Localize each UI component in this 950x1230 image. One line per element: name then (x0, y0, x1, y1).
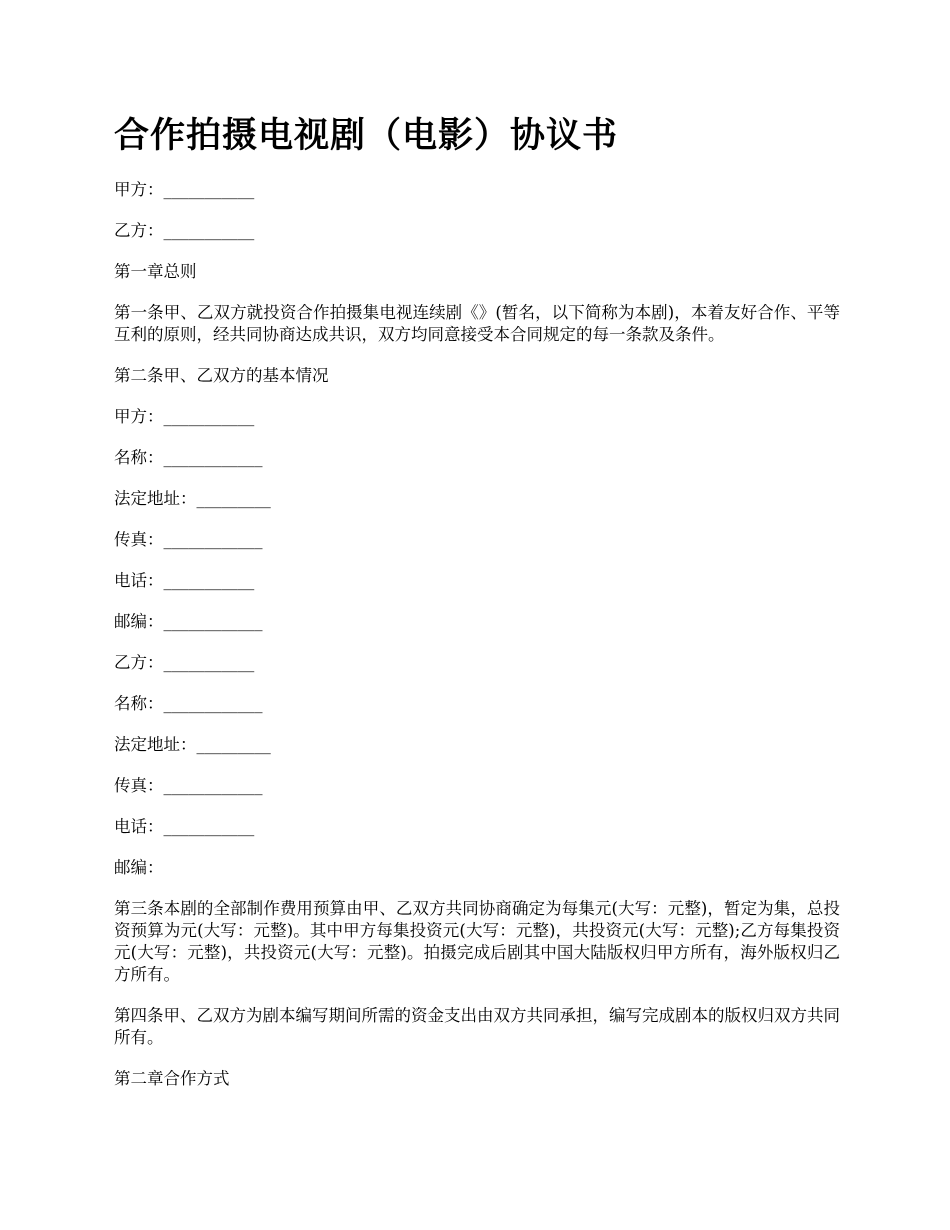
party-a-field: 甲方：___________ (114, 180, 255, 199)
party-b-fax-field: 传真：____________ (114, 776, 263, 795)
party-b-phone-field: 电话：___________ (114, 817, 255, 836)
party-a-postcode-field: 邮编：____________ (114, 612, 263, 631)
party-a-fax-field: 传真：____________ (114, 530, 263, 549)
document-title: 合作拍摄电视剧（电影）协议书 (114, 116, 619, 156)
party-a-phone-field: 电话：___________ (114, 571, 255, 590)
party-b-address-field: 法定地址：_________ (114, 735, 271, 754)
chapter-1-heading: 第一章总则 (114, 262, 197, 281)
party-b-postcode-field: 邮编： (114, 858, 164, 877)
party-a-name-field: 名称：____________ (114, 448, 263, 467)
article-3-paragraph: 第三条本剧的全部制作费用预算由甲、乙双方共同协商确定为每集元(大写：元整)，暂定为集，总投资预算为元(大写：元整)。其中甲方每集投资元(大写：元整)，共投资元(大写：元整);乙方每集投资元(大写：元整)，共投资元(大写：元整)。拍摄完成后剧其中国大陆版权归甲方所有，海外版权归乙方所有。 (114, 899, 840, 984)
party-b-field: 乙方：___________ (114, 653, 255, 672)
article-2-heading: 第二条甲、乙双方的基本情况 (114, 366, 329, 385)
party-a-address-field: 法定地址：_________ (114, 489, 271, 508)
party-b-field: 乙方：___________ (114, 221, 255, 240)
chapter-2-heading: 第二章合作方式 (114, 1069, 230, 1088)
article-4-paragraph: 第四条甲、乙双方为剧本编写期间所需的资金支出由双方共同承担，编写完成剧本的版权归双方共同所有。 (114, 1006, 840, 1047)
party-a-field: 甲方：___________ (114, 407, 255, 426)
document-page (114, 110, 840, 1109)
party-b-name-field: 名称：____________ (114, 694, 263, 713)
article-1-paragraph: 第一条甲、乙双方就投资合作拍摄集电视连续剧《》(暂名，以下简称为本剧)，本着友好合作、平等互利的原则，经共同协商达成共识，双方均同意接受本合同规定的每一条款及条件。 (114, 303, 840, 344)
